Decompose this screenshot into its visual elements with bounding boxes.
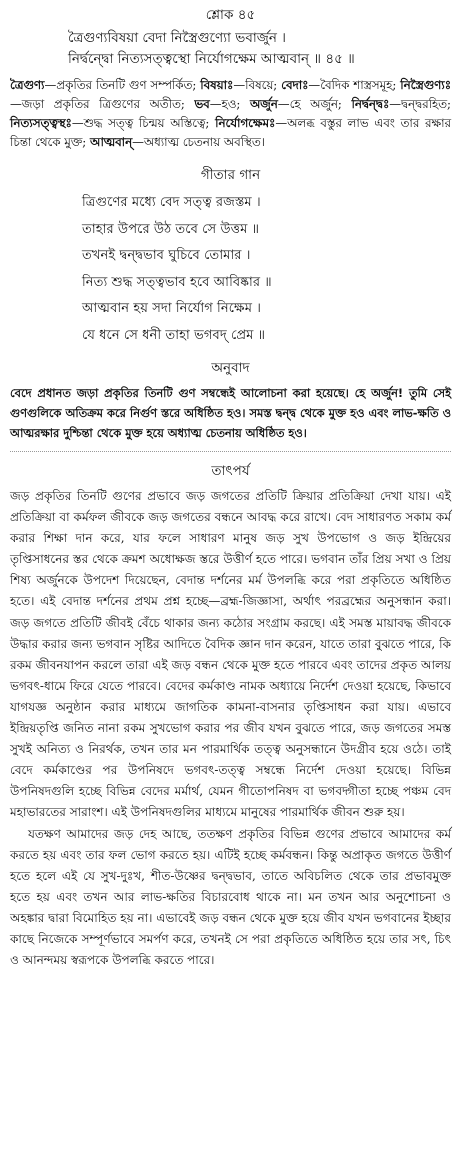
song-line-5: আত্মবান হয় সদা নির্যোগ নিক্ষেম । <box>82 301 261 316</box>
purport-body <box>10 486 451 971</box>
synonym-word: অর্জুন <box>249 97 278 111</box>
synonyms-paragraph <box>10 76 451 152</box>
verse-line-1: ত্রৈগুণ্যবিষয়া বেদা নিস্ত্রৈগুণ্যো ভবার্জুন । <box>68 30 286 46</box>
synonym-word: নির্দ্বন্দ্বঃ <box>351 97 390 111</box>
section-divider <box>10 451 451 452</box>
synonym-meaning: —বৈদিক শাস্ত্রসমূহ; <box>308 78 401 92</box>
song-line-1: ত্রিগুণের মধ্যে বেদ সত্ত্ব রজস্তম । <box>82 195 261 210</box>
synonym-word: নিস্ত্রৈগুণ্যঃ <box>400 78 452 92</box>
song-line-6: যে ধনে সে ধনী তাহা ভগবদ্ প্রেম ॥ <box>82 327 266 343</box>
synonym-word: নিত্যসত্ত্বস্থঃ <box>10 116 72 130</box>
synonym-word: বেদাঃ <box>281 78 309 92</box>
purport-title: তাৎপর্য <box>211 463 250 479</box>
song-line-4: নিত্য শুদ্ধ সত্ত্বভাব হবে আবিষ্কার ॥ <box>82 274 272 290</box>
synonym-word: নির্যোগক্ষেমঃ <box>215 116 276 130</box>
synonym-meaning: —অধ্যাত্ম চেতনায় অবস্থিত। <box>132 135 265 149</box>
song-line-3: তখনই দ্বন্দ্বভাব ঘুচিবে তোমার । <box>82 248 251 263</box>
translation-title: অনুবাদ <box>211 360 250 376</box>
synonym-meaning: —হও; <box>209 97 250 111</box>
song-title: গীতার গান <box>200 167 261 183</box>
synonym-meaning: —হে অর্জুন; <box>277 97 352 111</box>
synonym-word: আত্মবান্ <box>89 135 133 149</box>
synonym-meaning: —প্রকৃতির তিনটি গুণ সম্পর্কিত; <box>44 78 201 92</box>
song-block <box>10 190 451 349</box>
purport-paragraph-1: জড় প্রকৃতির তিনটি গুণের প্রভাবে জড় জগতের প্রতিটি ক্রিয়ার প্রতিক্রিয়া দেখা যায়। এই প্রতিক্রিয়া বা কর্মফল জীবকে জড় জগতের বন্ধনে আবদ্ধ করে রাখে। বেদ সাধারণত সকাম কর্ম করার শিক্ষা দান করে, যার ফলে সাধারণ মানুষ জড় সুখ উপভোগ ও জড় ইন্দ্রিয়ের তৃপ্তিসাধনের স্তর থেকে ক্রমশ অধোক্ষজ স্তরে উত্তীর্ণ হতে পারে। ভগবান তাঁর প্রিয় সখা ও প্রিয় শিষ্য অর্জুনকে উপদেশ দিয়েছেন, বেদান্ত দর্শনের মর্ম উপলব্ধি করে পরা প্রকৃতিতে অধিষ্ঠিত হতে। এই বেদান্ত দর্শনের প্রথম প্রশ্ন হচ্ছে—ব্রহ্ম-জিজ্ঞাসা, অর্থাৎ পরব্রহ্মের অনুসন্ধান করা। জড় জগতে প্রতিটি জীবই বেঁচে থাকার জন্য কঠোর সংগ্রাম করছে। এই সমস্ত মায়াবদ্ধ জীবকে উদ্ধার করার জন্য ভগবান সৃষ্টির আদিতে বৈদিক জ্ঞান দান করেন, যাতে তারা বুঝতে পারে, কি রকম জীবনযাপন করলে তারা এই জড় বন্ধন থেকে মুক্ত হতে পারবে এবং তাদের প্রকৃত আলয় ভগবৎ-ধামে ফিরে যেতে পারবে। বেদের কর্মকাণ্ড নামক অধ্যায়ে নির্দেশ দেওয়া হয়েছে, কিভাবে যাগযজ্ঞ অনুষ্ঠান করার মাধ্যমে জাগতিক কামনা-বাসনার তৃপ্তিসাধন করা যায়। এভাবে ইন্দ্রিয়তৃপ্তি জনিত নানা রকম সুখভোগ করার পর জীব যখন বুঝতে পারে, জড় জগতের সমস্ত সুখই অনিত্য ও নিরর্থক, তখন তার মন পারমার্থিক তত্ত্ব অনুসন্ধানে উদগ্রীব হয়ে ওঠে। তাই বেদে কর্মকাণ্ডের পর উপনিষদে ভগবৎ-তত্ত্ব সম্বন্ধে নির্দেশ দেওয়া হয়েছে। বিভিন্ন উপনিষদগুলি হচ্ছে বিভিন্ন বেদের মর্মার্থ, যেমন গীতোপনিষদ বা ভগবদ্গীতা হচ্ছে পঞ্চম বেদ মহাভারতের সারাংশ। এই উপনিষদগুলির মাধ্যমে মানুষের পারমার্থিক জীবন শুরু হয়। <box>10 489 451 820</box>
purport-paragraph-2: যতক্ষণ আমাদের জড় দেহ আছে, ততক্ষণ প্রকৃতির বিভিন্ন গুণের প্রভাবে আমাদের কর্ম করতে হয় এবং তার ফল ভোগ করতে হয়। এটিই হচ্ছে কর্মবন্ধন। কিন্তু অপ্রাকৃত জগতে উত্তীর্ণ হতে হলে এই যে সুখ-দুঃখ, শীত-উষ্ণের দ্বন্দ্বভাব, তাতে অবিচলিত থেকে তার প্রভাবমুক্ত হতে হয় এবং তখন আর লাভ-ক্ষতির বিচারবোধ থাকে না। মন তখন আর অনুশোচনা ও অহঙ্কার দ্বারা বিমোহিত হয় না। এভাবেই জড় বন্ধন থেকে মুক্ত হয়ে জীব যখন ভগবানের ইচ্ছার কাছে নিজেকে সম্পূর্ণভাবে সমর্পণ করে, তখনই সে পরা প্রকৃতিতে অধিষ্ঠিত হয়ে তার সৎ, চিৎ ও আনন্দময় স্বরূপকে উপলব্ধি করতে পারে। <box>10 826 451 968</box>
synonym-word: ভব <box>194 97 210 111</box>
synonym-meaning: —অলব্ধ বস্তুর লাভ এবং তার রক্ষার চিন্তা থেকে মুক্ত; <box>10 116 451 149</box>
song-line-2: তাহার উপরে উঠ তবে সে উত্তম ॥ <box>82 221 260 237</box>
synonym-meaning: —শুদ্ধ সত্ত্ব চিন্ময় অস্তিত্বে; <box>71 116 216 130</box>
verse-heading: শ্লোক ৪৫ <box>205 7 256 23</box>
synonym-word: বিষয়াঃ <box>200 78 234 92</box>
synonym-meaning: —জড়া প্রকৃতির ত্রিগুণের অতীত; <box>10 97 195 111</box>
synonym-word: ত্রৈগুণ্য <box>10 78 45 92</box>
verse-line-2: নির্দ্বন্দ্বো নিত্যসত্ত্বস্থো নির্যোগক্ষেম আত্মবান্ ॥ ৪৫ ॥ <box>68 51 355 67</box>
synonym-meaning: —দ্বন্দ্বরহিত; <box>389 97 451 111</box>
synonym-meaning: —বিষয়ে; <box>233 78 282 92</box>
translation-text: বেদে প্রধানত জড়া প্রকৃতির তিনটি গুণ সম্বন্ধেই আলোচনা করা হয়েছে। হে অর্জুন! তুমি সেই গুণগুলিকে অতিক্রম করে নির্গুণ স্তরে অধিষ্ঠিত হও। সমস্ত দ্বন্দ্ব থেকে মুক্ত হও এবং লাভ-ক্ষতি ও আত্মরক্ষার দুশ্চিন্তা থেকে মুক্ত হয়ে অধ্যাত্ম চেতনায় অধিষ্ঠিত হও। <box>10 386 451 440</box>
verse-block <box>10 28 451 70</box>
